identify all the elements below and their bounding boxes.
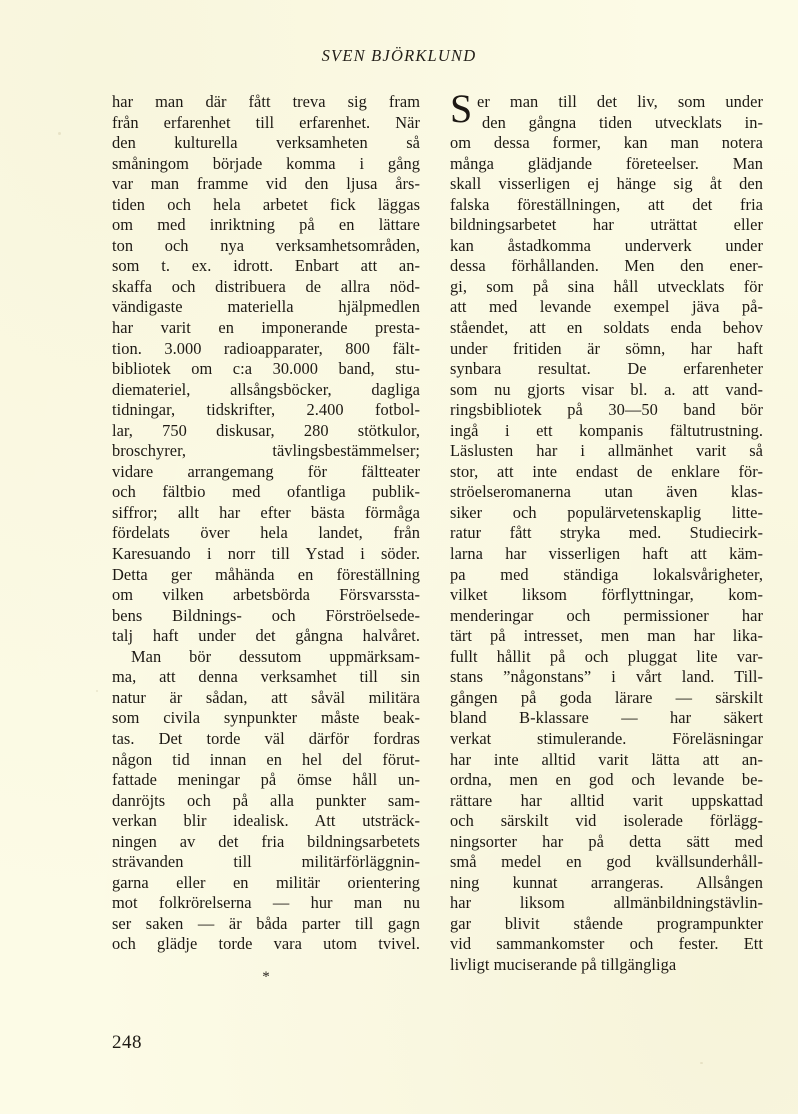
text-line: som civila synpunkter måste beak- [112, 708, 420, 728]
text-line: har liksom allmänbildningstävlin- [450, 893, 763, 913]
text-line: vid sammankomster och fester. Ett [450, 934, 763, 954]
text-line: och fältbio med ofantliga publik- [112, 482, 420, 502]
text-line: ströelseromanerna utan även klas- [450, 482, 763, 502]
text-line: verkat stimulerande. Föreläsningar [450, 728, 763, 748]
text-line: strävanden till militärförläggnin- [112, 852, 420, 872]
text-line: tärt på intresset, men man har lika- [450, 626, 763, 646]
text-line: verkan blir idealisk. Att utsträck- [112, 811, 420, 831]
text-line: bland B-klassare — har säkert [450, 708, 763, 728]
paper-speck [700, 1062, 703, 1064]
text-line: talj haft under det gångna halvåret. [112, 626, 420, 646]
text-line: småningom började komma i gång [112, 153, 420, 173]
text-line: falska föreställningen, att det fria [450, 194, 763, 214]
text-line: om dessa former, kan man notera [450, 133, 763, 153]
text-line: gi, som på sina håll utvecklats för [450, 276, 763, 296]
text-line: små medel en god kvällsunderhåll- [450, 852, 763, 872]
drop-cap-line-1: er man till det liv, som under [477, 92, 763, 111]
text-line: ingå i ett kompanis fältutrustning. [450, 420, 763, 440]
text-line: garna eller en militär orientering [112, 872, 420, 892]
text-line: skall visserligen ej hänge sig åt den [450, 174, 763, 194]
text-line: natur är sådan, att såväl militära [112, 687, 420, 707]
text-line: pa med ständiga lokalsvårigheter, [450, 564, 763, 584]
text-line: bildningsarbetet har uträttat eller [450, 215, 763, 235]
text-columns [112, 86, 763, 986]
text-line: lar, 750 diskusar, 280 stötkulor, [112, 420, 420, 440]
section-separator: * [262, 968, 270, 985]
text-line: många glädjande företeelser. Man [450, 153, 763, 173]
text-line: stans ”någonstans” i vårt land. Till- [450, 667, 763, 687]
drop-cap-line-2: den gångna tiden utvecklats in- [482, 112, 763, 132]
text-line: danröjts och på alla punkter sam- [112, 790, 420, 810]
text-line: diemateriel, allsångsböcker, dagliga [112, 379, 420, 399]
text-line: ståendet, att en soldats enda behov [450, 318, 763, 338]
text-line: livligt muciserande på tillgängliga [450, 954, 677, 974]
text-line: att med levande exempel jäva på- [450, 297, 763, 317]
text-line: dessa förhållanden. Men den ener- [450, 256, 763, 276]
text-line: den kulturella verksamheten så [112, 133, 420, 153]
text-line: tiden och hela arbetet fick läggas [112, 194, 420, 214]
drop-cap-block [450, 86, 763, 133]
left-paragraph-2 [112, 647, 420, 955]
right-paragraph-body [450, 133, 763, 975]
text-line: synbara resultat. De erfarenheter [450, 359, 763, 379]
text-line: fattade meningar på ömse håll un- [112, 770, 420, 790]
text-line: mot folkrörelserna — hur man nu [112, 893, 420, 913]
text-line: ningen av det fria bildningsarbetets [112, 831, 420, 851]
left-column [112, 92, 420, 986]
text-line: Detta ger måhända en föreställning [112, 564, 420, 584]
paper-speck [58, 132, 61, 135]
text-line: fullt hållit på och pluggat lite var- [450, 646, 763, 666]
text-line: skaffa och distribuera de allra nöd- [112, 276, 420, 296]
text-line: ordna, men en god och levande be- [450, 770, 763, 790]
text-line: ringsbibliotek på 30—50 band bör [450, 400, 763, 420]
text-line: kan åstadkomma underverk under [450, 235, 763, 255]
text-line: Man bör dessutom uppmärksam- [131, 646, 420, 666]
text-line: under fritiden är sömn, har haft [450, 338, 763, 358]
text-line: tion. 3.000 radioapparater, 800 fält- [112, 338, 420, 358]
text-line: stor, att inte endast de enklare för- [450, 461, 763, 481]
text-line: siffror; allt har efter bästa förmåga [112, 502, 420, 522]
drop-cap-letter: S [450, 86, 473, 131]
text-line: bibliotek om c:a 30.000 band, stu- [112, 359, 420, 379]
text-line: om med inriktning på en lättare [112, 215, 420, 235]
text-line: har inte alltid varit lätta att an- [450, 749, 763, 769]
text-line: om vilken arbetsbörda Försvarssta- [112, 585, 420, 605]
text-line: från erfarenhet till erfarenhet. När [112, 112, 420, 132]
text-line: gar blivit stående programpunkter [450, 913, 763, 933]
left-paragraph-1 [112, 92, 420, 647]
text-line: var man framme vid den ljusa års- [112, 174, 420, 194]
text-line: menderingar och permissioner har [450, 605, 763, 625]
text-line: ning kunnat arrangeras. Allsången [450, 872, 763, 892]
text-line: har man där fått treva sig fram [112, 92, 420, 111]
running-head: SVEN BJÖRKLUND [321, 46, 477, 65]
text-line: larna har visserligen haft att käm- [450, 544, 763, 564]
text-line: fördelats över hela landet, från [112, 523, 420, 543]
right-column [450, 86, 763, 986]
text-line: som t. ex. idrott. Enbart att an- [112, 256, 420, 276]
text-line: tidningar, tidskrifter, 2.400 fotbol- [112, 400, 420, 420]
text-line: rättare har alltid varit uppskattad [450, 790, 763, 810]
text-line: vilket liksom förflyttningar, kom- [450, 585, 763, 605]
text-line: gången på goda lärare — särskilt [450, 687, 763, 707]
text-line: Karesuando i norr till Ystad i söder. [112, 544, 420, 564]
page-number: 248 [112, 1032, 142, 1053]
text-line: någon tid innan en hel del förut- [112, 749, 420, 769]
paper-speck [96, 690, 98, 692]
text-line: har varit en imponerande presta- [112, 318, 420, 338]
text-line: vändigaste materiella hjälpmedlen [112, 297, 420, 317]
text-line: ratur fått stryka med. Studiecirk- [450, 523, 763, 543]
text-line: siker och populärvetenskaplig litte- [450, 502, 763, 522]
text-line: ningsorter har på detta sätt med [450, 831, 763, 851]
text-line: ton och nya verksamhetsområden, [112, 235, 420, 255]
text-line: bens Bildnings- och Förströelsede- [112, 605, 420, 625]
text-line: ser saken — är båda parter till gagn [112, 913, 420, 933]
text-line: Läslusten har i allmänhet varit så [450, 441, 763, 461]
text-line: ma, att denna verksamhet till sin [112, 667, 420, 687]
text-line: som nu gjorts visar bl. a. att vand- [450, 379, 763, 399]
text-line: broschyrer, tävlingsbestämmelser; [112, 441, 420, 461]
text-line: vidare arrangemang för fältteater [112, 461, 420, 481]
text-line: och särskilt vid isolerade förlägg- [450, 811, 763, 831]
text-line: tas. Det torde väl därför fordras [112, 728, 420, 748]
text-line: och glädje torde vara utom tvivel. [112, 934, 420, 954]
